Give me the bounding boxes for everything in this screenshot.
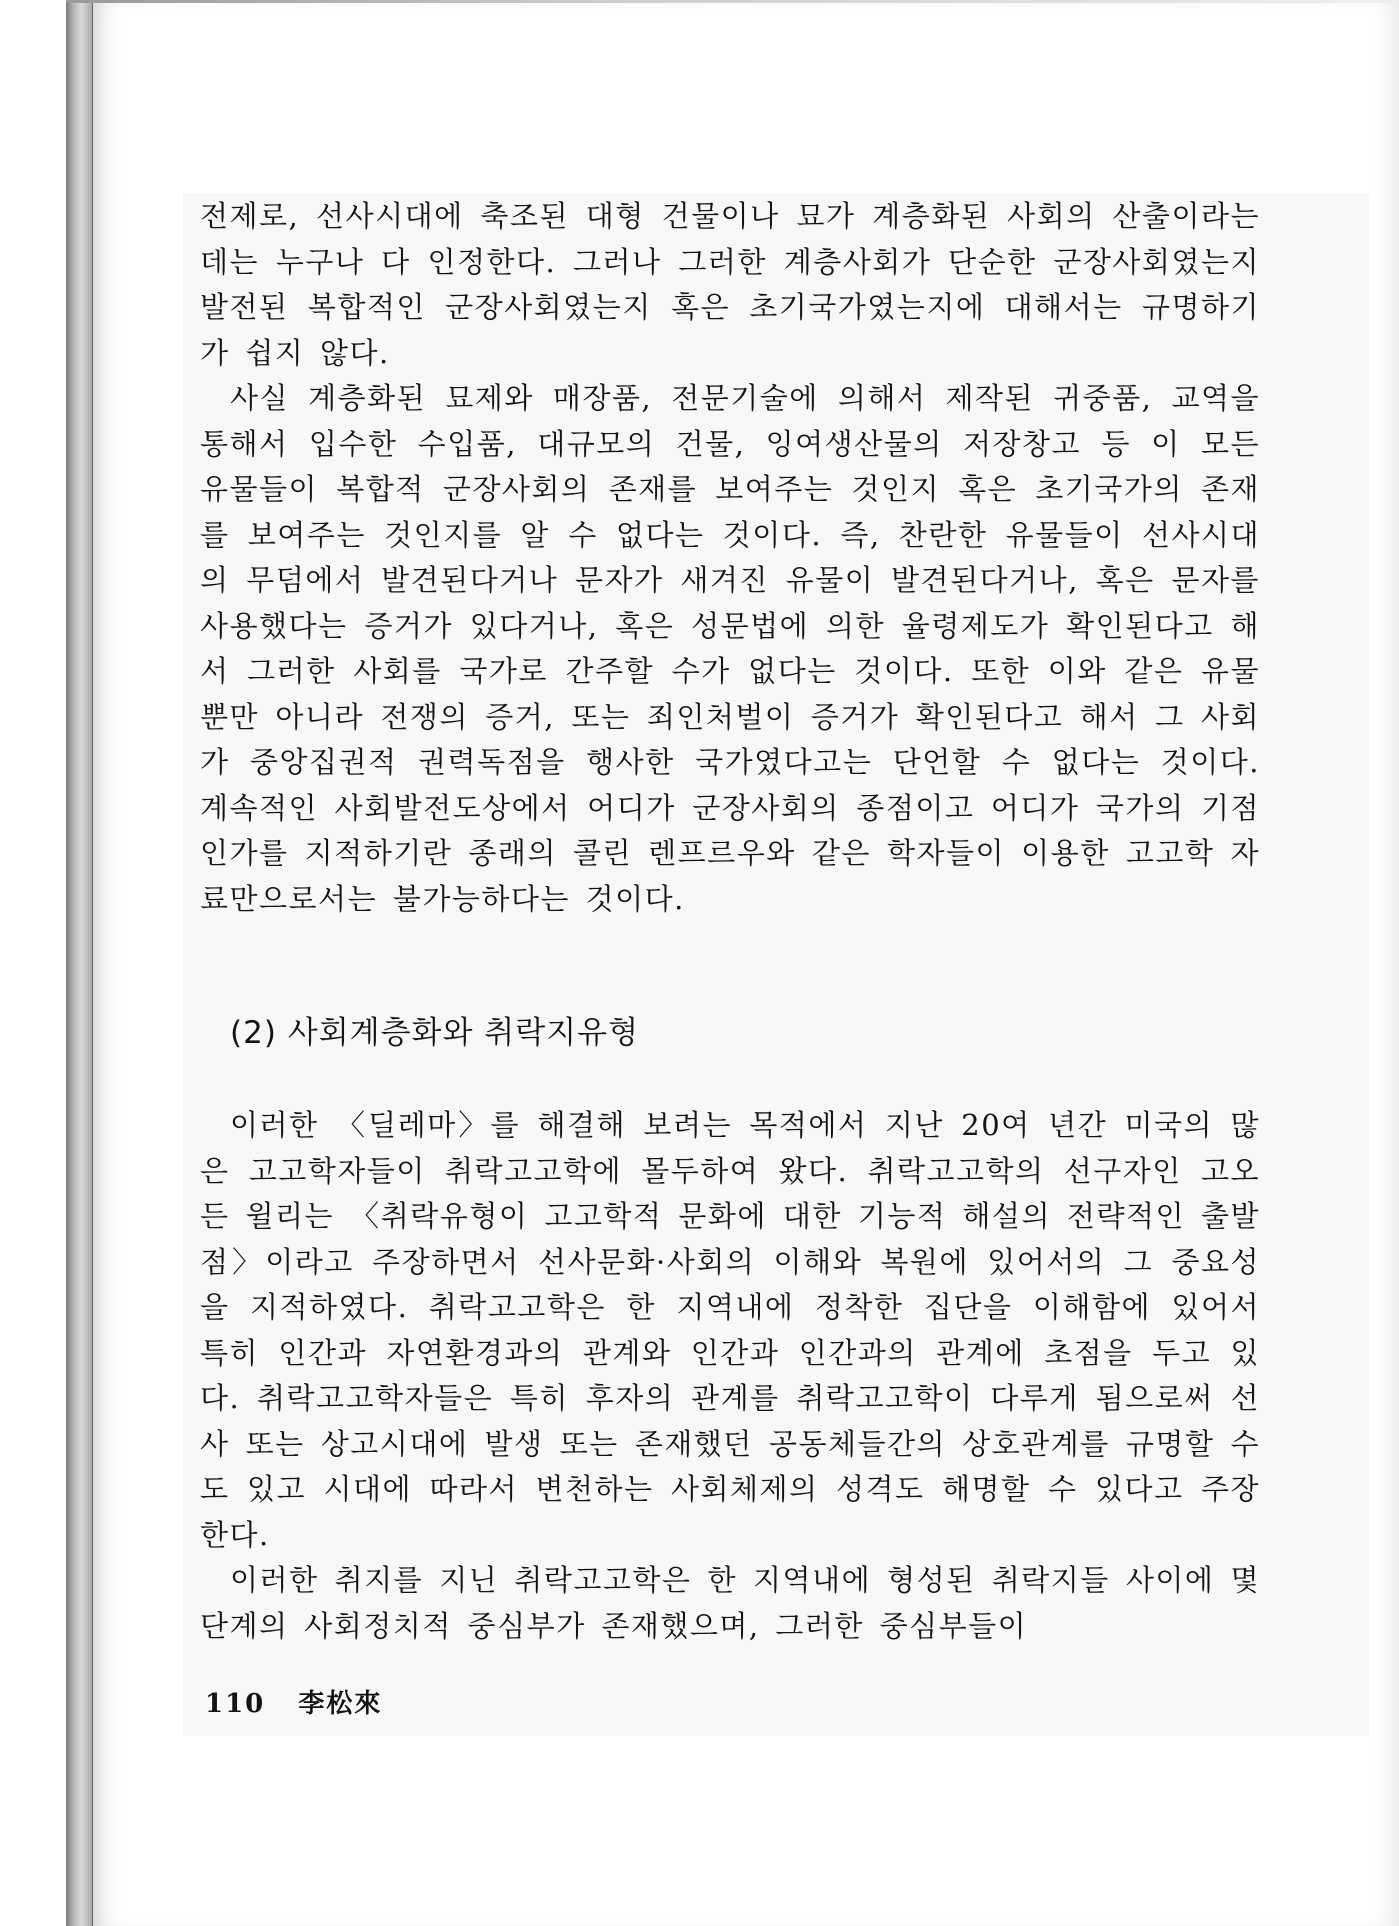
body-text-top: [200, 194, 1260, 922]
book-spine-edge: [66, 0, 93, 1926]
section-heading: (2) 사회계층화와 취락지유형: [230, 1015, 640, 1051]
page-footer: [205, 1683, 382, 1720]
author-name: 李松來: [298, 1689, 383, 1719]
body-text-bottom: [200, 1103, 1260, 1649]
page-number: 110: [205, 1689, 266, 1719]
paragraph-3: 이러한 〈딜레마〉를 해결해 보려는 목적에서 지난 20여 년간 미국의 많은 고고학자들이 취락고고학에 몰두하여 왔다. 취락고고학의 선구자인 고오든 윌리는 〈취락유형이 고고학적 문화에 대한 기능적 해설의 전략적인 출발점〉이라고 주장하면서 선사문화·사회의 이해와 복원에 있어서의 그 중요성을 지적하였다. 취락고고학은 한 지역내에 정착한 집단을 이해함에 있어서 특히 인간과 자연환경과의 관계와 인간과 인간과의 관계에 초점을 두고 있다. 취락고고학자들은 특히 후자의 관계를 취락고고학이 다루게 됨으로써 선사 또는 상고시대에 발생 또는 존재했던 공동체들간의 상호관계를 규명할 수도 있고 시대에 따라서 변천하는 사회체제의 성격도 해명할 수 있다고 주장한다.: [200, 1108, 1260, 1552]
paragraph-1: 전제로, 선사시대에 축조된 대형 건물이나 묘가 계층화된 사회의 산출이라는 데는 누구나 다 인정한다. 그러나 그러한 계층사회가 단순한 군장사회였는지 발전된 복합적인 군장사회였는지 혹은 초기국가였는지에 대해서는 규명하기가 쉽지 않다.: [200, 199, 1260, 370]
paragraph-2: 사실 계층화된 묘제와 매장품, 전문기술에 의해서 제작된 귀중품, 교역을 통해서 입수한 수입품, 대규모의 건물, 잉여생산물의 저장창고 등 이 모든 유물들이 복합적 군장사회의 존재를 보여주는 것인지 혹은 초기국가의 존재를 보여주는 것인지를 알 수 없다는 것이다. 즉, 찬란한 유물들이 선사시대의 무덤에서 발견된다거나 문자가 새겨진 유물이 발견된다거나, 혹은 문자를 사용했다는 증거가 있다거나, 혹은 성문법에 의한 율령제도가 확인된다고 해서 그러한 사회를 국가로 간주할 수가 없다는 것이다. 또한 이와 같은 유물뿐만 아니라 전쟁의 증거, 또는 죄인처벌이 증거가 확인된다고 해서 그 사회가 중앙집권적 권력독점을 행사한 국가였다고는 단언할 수 없다는 것이다. 계속적인 사회발전도상에서 어디가 군장사회의 종점이고 어디가 국가의 기점인가를 지적하기란 종래의 콜린 렌프르우와 같은 학자들이 이용한 고고학 자료만으로서는 불가능하다는 것이다.: [200, 381, 1260, 916]
page-right-shadow: [1375, 3, 1399, 1926]
paragraph-4: 이러한 취지를 지닌 취락고고학은 한 지역내에 형성된 취락지들 사이에 몇 단계의 사회정치적 중심부가 존재했으며, 그러한 중심부들이: [200, 1563, 1260, 1643]
